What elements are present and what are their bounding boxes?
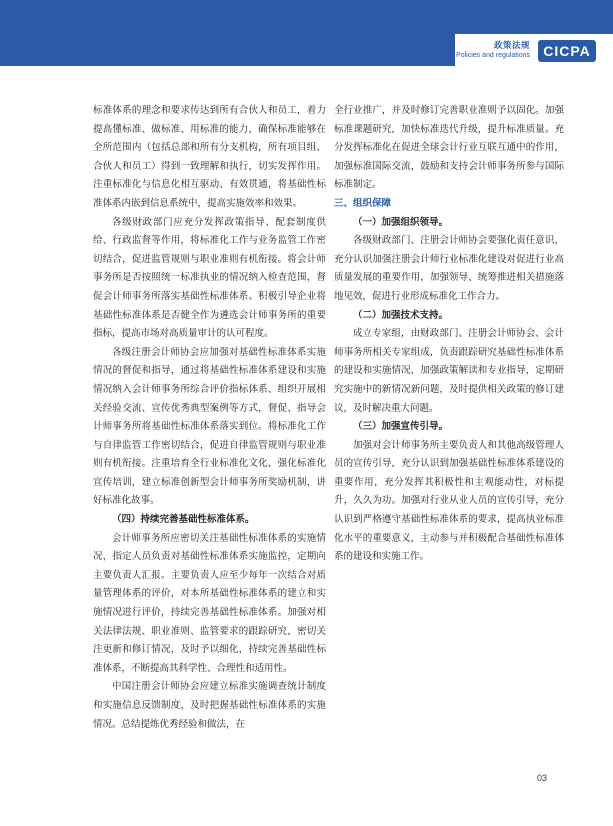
paragraph: 会计师事务所应密切关注基础性标准体系的实施情况，指定人员负责对基础性标准体系实施监控，定期向主要负责人汇报。主要负责人应至少每年一次结合对质量管理体系的评价，对本所基础性标准体系的建立和实施情况进行评价，持续完善基础性标准体系。加强对相关法律法规、职业准则、监管要求的跟踪研究，密切关注更新和修订情况，及时予以细化，持续完善基础性标准体系，不断提高其科学性、合理性和适用性。 (93, 532, 326, 674)
paragraph: 标准体系的理念和要求传达到所有合伙人和员工，着力提高懂标准、做标准、用标准的能力，确保标准能够在全所范围内（包括总部和所有分支机构，所有项目组、合伙人和员工）得到一致理解和执行，切实发挥作用。注重标准化与信息化相互驱动、有效贯通，将基础性标准体系内嵌到信息系统中，提高实施效率和效果。 (93, 105, 326, 209)
paragraph: 中国注册会计师协会应建立标准实施调查统计制度和实施信息反馈制度，及时把握基础性标准体系的实施情况。总结提炼优秀经验和做法，在 (93, 681, 326, 730)
section-title-en: Policies and regulations (456, 51, 530, 59)
right-column (334, 102, 564, 567)
subheading: （四）持续完善基础性标准体系。 (112, 514, 255, 526)
header-section-label (456, 42, 530, 60)
cicpa-logo: CICPA (538, 40, 596, 62)
section-heading: 三、组织保障 (334, 197, 392, 209)
left-column (93, 102, 326, 734)
paragraph: 全行业推广，并及时修订完善职业准则予以固化。加强标准课题研究，加快标准迭代升级，提升标准质量。充分发挥标准化在促进全球会计行业互联互通中的作用，加强标准国际交流，鼓励和支持会计师事务所参与国际标准制定。 (334, 105, 564, 191)
paragraph: 成立专家组，由财政部门、注册会计师协会、会计师事务所相关专家组成，负责跟踪研究基础性标准体系的建设和实施情况，加强政策解读和专业指导，定期研究实施中的新情况新问题，及时提供相关政策的修订建议，及时解决重大问题。 (334, 328, 564, 414)
paragraph: 各级注册会计师协会应加强对基础性标准体系实施情况的督促和指导，通过将基础性标准体系建设和实施情况纳入会计师事务所综合评价指标体系、组织开展相关经验交流、宣传优秀典型案例等方式，督促、指导会计师事务所将基础性标准体系落实到位。将标准化工作与自律监管工作密切结合，促进自律监管规则与职业准则有机衔接。注重培育全行业标准化文化，强化标准化宣传培训，建立标准创新型会计师事务所奖励机制，讲好标准化故事。 (93, 346, 326, 507)
paragraph: 各级财政部门应充分发挥政策指导、配套制度供给、行政监督等作用，将标准化工作与业务监管工作密切结合，促进监管规则与职业准则有机衔接。将会计师事务所是否按照统一标准执业的情况纳入检查范围，督促会计师事务所落实基础性标准体系。积极引导企业将基础性标准体系是否健全作为遴选会计师事务所的重要指标，提高市场对高质量审计的认可程度。 (93, 216, 326, 340)
page-number: 03 (537, 773, 548, 783)
subheading: （三）加强宣传引导。 (353, 421, 449, 433)
paragraph: 各级财政部门、注册会计师协会要强化责任意识，充分认识加强注册会计师行业标准化建设对促进行业高质量发展的重要作用，加强领导、统筹推进相关措施落地见效，促进行业形成标准化工作合力。 (334, 235, 564, 302)
subheading: （二）加强技术支持。 (353, 309, 449, 321)
paragraph: 加强对会计师事务所主要负责人和其他高级管理人员的宣传引导，充分认识到加强基础性标准体系建设的重要作用，充分发挥其积极性和主观能动性，对标提升，久久为功。加强对行业从业人员的宣传引导，充分认识到严格遵守基础性标准体系的要求，提高执业标准化水平的重要意义，主动参与并积极配合基础性标准体系的建设和实施工作。 (334, 439, 564, 563)
section-title-zh: 政策法规 (493, 41, 530, 51)
subheading: （一）加强组织领导。 (353, 216, 449, 228)
